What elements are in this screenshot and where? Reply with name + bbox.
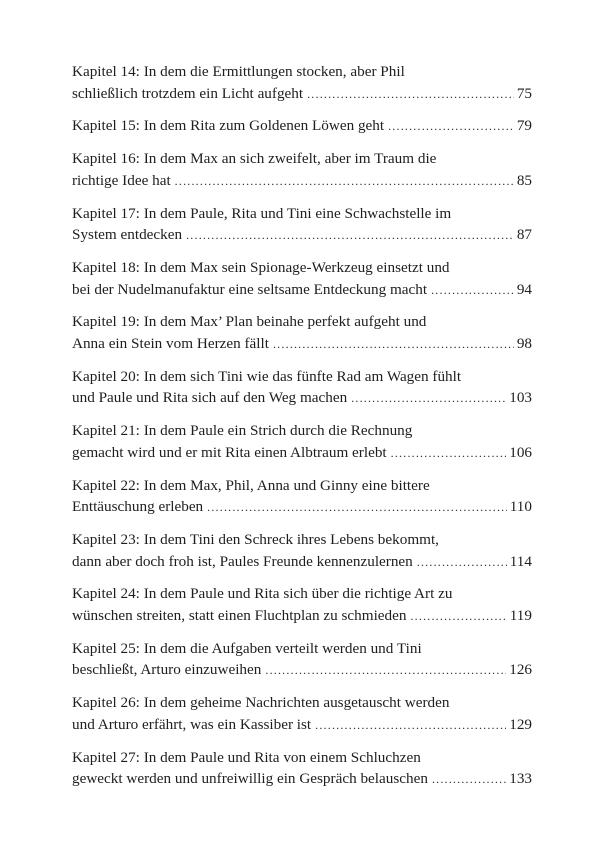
- toc-entry-last-line: [72, 387, 532, 410]
- toc-entry-last-line: [72, 714, 532, 737]
- toc-entry-chapter-24[interactable]: [72, 583, 532, 627]
- toc-entry-title-line: Kapitel 17: In dem Paule, Rita und Tini eine Schwachstelle im: [72, 204, 452, 222]
- toc-page-number: 79: [516, 117, 532, 135]
- toc-entry-title-line: Kapitel 22: In dem Max, Phil, Anna und Ginny eine bittere: [72, 476, 430, 494]
- dot-leader: [186, 225, 514, 247]
- dot-leader: [315, 715, 506, 737]
- toc-entry-last-line: [72, 442, 532, 465]
- toc-entry-chapter-25[interactable]: [72, 638, 532, 682]
- toc-entry-title-tail: dann aber doch froh ist, Paules Freunde kennenzulernen: [72, 552, 413, 570]
- toc-entry-chapter-21[interactable]: [72, 420, 532, 464]
- toc-page-number: 126: [509, 661, 532, 679]
- toc-page-number: 75: [516, 84, 532, 102]
- toc-entry-title-tail: und Arturo erfährt, was ein Kassiber ist: [72, 715, 312, 733]
- toc-entry-last-line: [72, 279, 532, 302]
- toc-page-number: 94: [516, 280, 532, 298]
- dot-leader: [410, 606, 506, 628]
- toc-entry-last-line: [72, 659, 532, 682]
- toc-entry-chapter-19[interactable]: [72, 311, 532, 355]
- toc-entry-last-line: [72, 170, 532, 193]
- toc-entry-title-tail: Anna ein Stein vom Herzen fällt: [72, 334, 269, 352]
- toc-page-number: 133: [509, 770, 532, 788]
- toc-entry-title-line: Kapitel 23: In dem Tini den Schreck ihres Lebens bekommt,: [72, 531, 439, 549]
- toc-page-number: 98: [516, 334, 532, 352]
- toc-entry-title-tail: wünschen streiten, statt einen Fluchtplan zu schmieden: [72, 606, 407, 624]
- toc-page-number: 106: [509, 443, 532, 461]
- toc-entry-last-line: [72, 224, 532, 247]
- dot-leader: [417, 552, 507, 574]
- table-of-contents: [72, 61, 532, 801]
- dot-leader: [175, 171, 514, 193]
- toc-entry-title-line: Kapitel 14: In dem die Ermittlungen stocken, aber Phil: [72, 63, 405, 80]
- toc-entry-last-line: [72, 768, 532, 791]
- toc-entry-title-line: Kapitel 26: In dem geheime Nachrichten ausgetauscht werden: [72, 694, 450, 712]
- toc-entry-chapter-15[interactable]: [72, 115, 532, 138]
- toc-entry-title-tail: bei der Nudelmanufaktur eine seltsame Entdeckung macht: [72, 280, 428, 298]
- toc-entry-title-tail: System entdecken: [72, 226, 183, 244]
- dot-leader: [388, 116, 514, 138]
- toc-page-number: 110: [509, 498, 532, 516]
- dot-leader: [431, 280, 514, 302]
- toc-entry-chapter-22[interactable]: [72, 475, 532, 519]
- toc-entry-chapter-27[interactable]: [72, 747, 532, 791]
- toc-entry-title-tail: und Paule und Rita sich auf den Weg machen: [72, 389, 348, 407]
- toc-entry-chapter-14[interactable]: [72, 61, 532, 105]
- toc-entry-chapter-20[interactable]: [72, 366, 532, 410]
- toc-entry-last-line: [72, 115, 532, 138]
- toc-entry-last-line: [72, 333, 532, 356]
- toc-page-number: 85: [516, 171, 532, 189]
- toc-entry-title-line: Kapitel 18: In dem Max sein Spionage-Werkzeug einsetzt und: [72, 259, 450, 277]
- toc-entry-title-line: Kapitel 21: In dem Paule ein Strich durch die Rechnung: [72, 422, 413, 440]
- toc-page-number: 129: [509, 715, 532, 733]
- dot-leader: [207, 497, 507, 519]
- toc-entry-chapter-18[interactable]: [72, 257, 532, 301]
- dot-leader: [351, 388, 506, 410]
- toc-entry-title-line: Kapitel 27: In dem Paule und Rita von einem Schluchzen: [72, 748, 421, 766]
- dot-leader: [273, 334, 514, 356]
- dot-leader: [265, 660, 506, 682]
- toc-entry-chapter-16[interactable]: [72, 148, 532, 192]
- toc-entry-last-line: [72, 496, 532, 519]
- toc-entry-last-line: [72, 551, 532, 574]
- toc-entry-title-line: Kapitel 24: In dem Paule und Rita sich über die richtige Art zu: [72, 585, 453, 603]
- dot-leader: [307, 84, 514, 106]
- toc-entry-title-tail: gemacht wird und er mit Rita einen Albtraum erlebt: [72, 443, 387, 461]
- toc-entry-title-line: Kapitel 20: In dem sich Tini wie das fünfte Rad am Wagen fühlt: [72, 367, 462, 385]
- toc-entry-chapter-17[interactable]: [72, 203, 532, 247]
- toc-entry-title-tail: geweckt werden und unfreiwillig ein Gespräch belauschen: [72, 770, 428, 788]
- toc-page-number: 87: [516, 226, 532, 244]
- toc-entry-title-tail: schließlich trotzdem ein Licht aufgeht: [72, 84, 304, 102]
- toc-entry-chapter-23[interactable]: [72, 529, 532, 573]
- toc-entry-title-line: Kapitel 19: In dem Max’ Plan beinahe perfekt aufgeht und: [72, 313, 427, 331]
- toc-entry-title-tail: Enttäuschung erleben: [72, 498, 204, 516]
- dot-leader: [391, 443, 507, 465]
- toc-entry-title-tail: beschließt, Arturo einzuweihen: [72, 661, 262, 679]
- toc-entry-title-line: Kapitel 25: In dem die Aufgaben verteilt werden und Tini: [72, 639, 422, 657]
- toc-page-number: 114: [509, 552, 532, 570]
- toc-entry-title-line: Kapitel 16: In dem Max an sich zweifelt, aber im Traum die: [72, 150, 437, 168]
- dot-leader: [432, 769, 506, 791]
- toc-page-number: 119: [509, 606, 532, 624]
- toc-entry-last-line: [72, 83, 532, 106]
- toc-page-number: 103: [509, 389, 532, 407]
- toc-entry-chapter-26[interactable]: [72, 692, 532, 736]
- toc-entry-title-tail: Kapitel 15: In dem Rita zum Goldenen Löwen geht: [72, 117, 385, 135]
- toc-entry-last-line: [72, 605, 532, 628]
- toc-entry-title-tail: richtige Idee hat: [72, 171, 171, 189]
